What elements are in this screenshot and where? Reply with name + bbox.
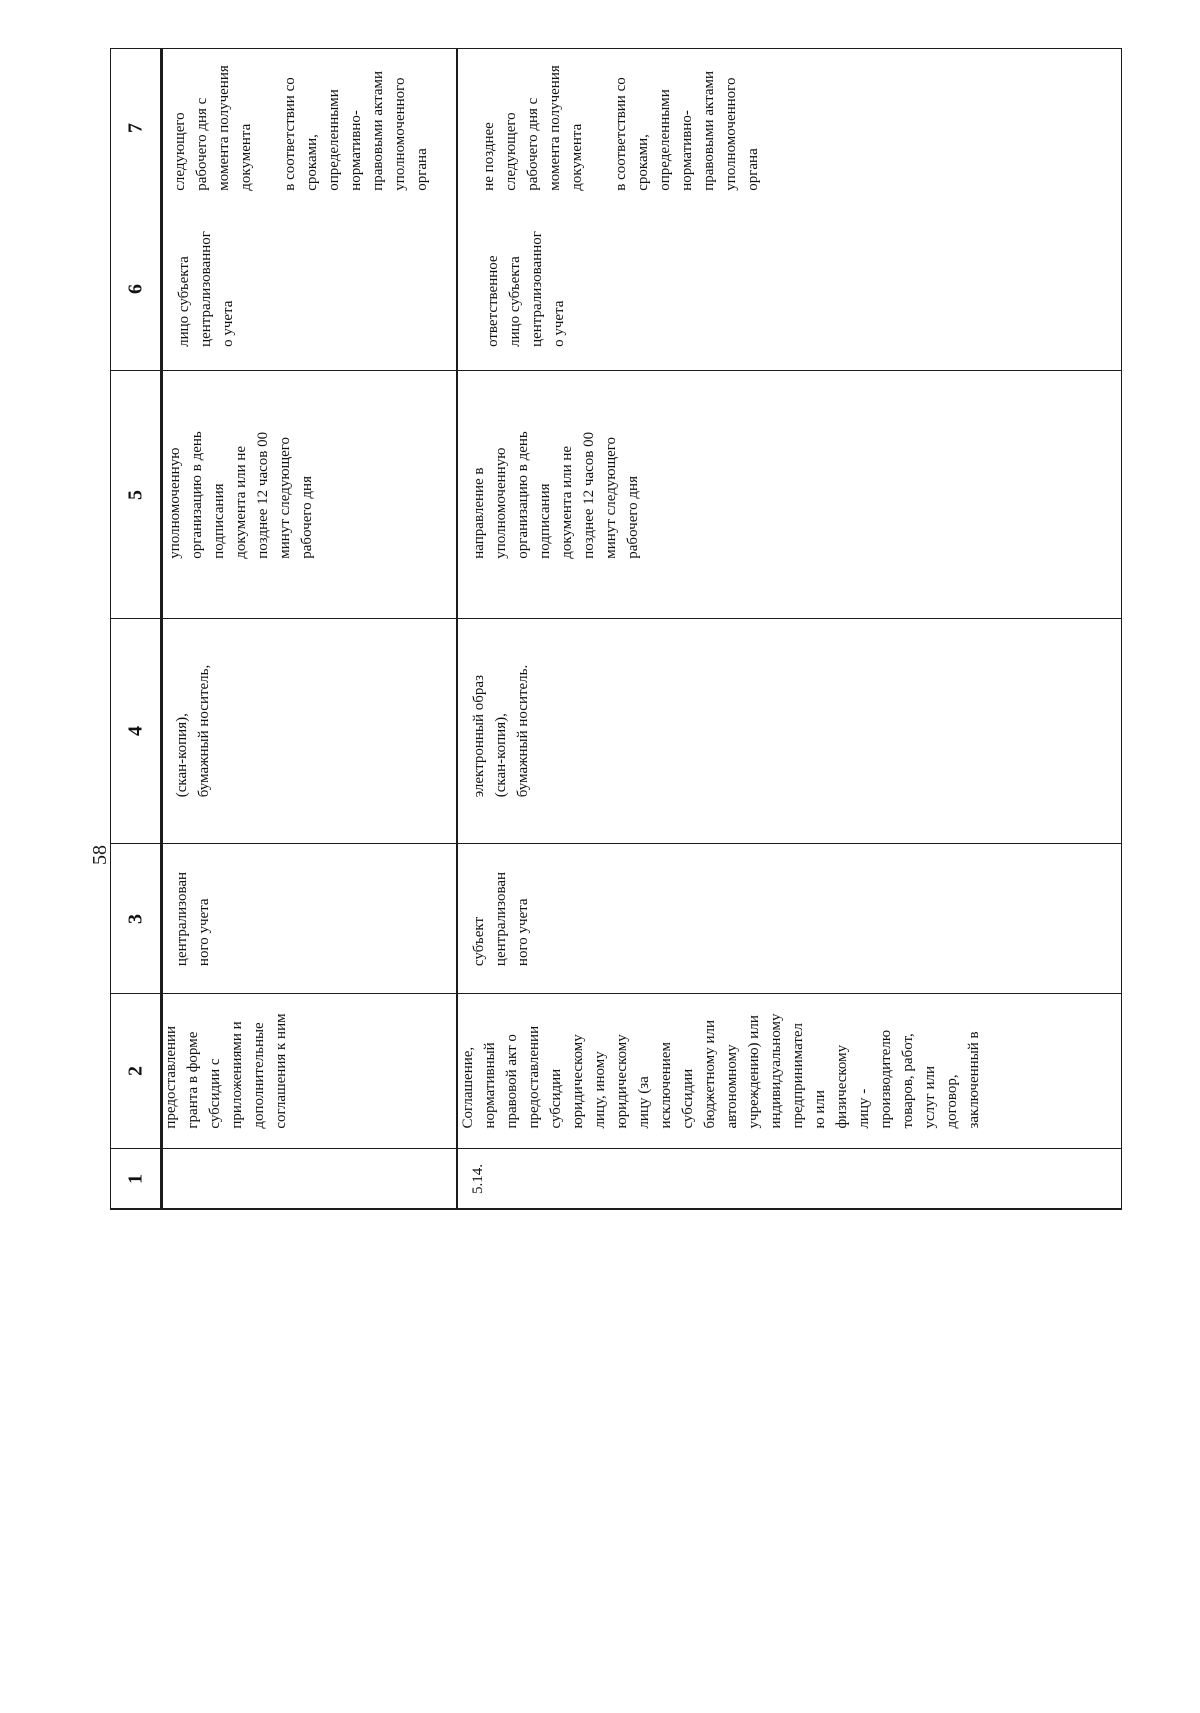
row1-col3-cell: централизован ного учета (161, 844, 456, 994)
row2-col2-cell: Соглашение, нормативный правовой акт о предоставлении субсидии юридическому лицу, иному юридическому лицу (за исключением субсидии бюджетному или автономному учреждению) или индивидуальному предпринимател ю или физическому лицу - производителю товаров, работ, услуг или договор, заключенный в (456, 994, 1121, 1149)
row2-col5-cell: направление в уполномоченную организацию в день подписания документа или не позднее 12 часов 00 минут следующего рабочего дня (456, 371, 1121, 619)
page-number: 58 (89, 845, 111, 865)
column-header-7: 7 (111, 49, 161, 207)
column-header-1: 1 (111, 1149, 161, 1209)
row1-col7-cell: следующего рабочего дня с момента получения документа в соответствии со сроками, определенными нормативно- правовыми актами уполномоченного органа (172, 65, 430, 191)
rotated-table (110, 48, 1122, 1210)
column-header-6: 6 (111, 207, 161, 371)
row-divider (161, 49, 163, 1209)
row1-col2-cell: предоставлении гранта в форме субсидии с приложениями и дополнительные соглашения к ним (161, 994, 456, 1149)
row2-col3-cell: субъект централизован ного учета (456, 844, 1121, 994)
column-header-3: 3 (111, 844, 161, 994)
row2-col4-cell: электронный образ (скан-копия), бумажный носитель. (456, 619, 1121, 844)
row2-col1-cell: 5.14. (456, 1149, 1121, 1209)
column-header-2: 2 (111, 994, 161, 1149)
row2-col6-cell: ответственное лицо субъекта централизованног о учета (456, 207, 1121, 371)
column-header-5: 5 (111, 371, 161, 619)
column-header-4: 4 (111, 619, 161, 844)
row1-col4-cell: (скан-копия), бумажный носитель, (161, 619, 456, 844)
row1-col6-cell: лицо субъекта централизованног о учета (161, 207, 456, 371)
row2-col7-cell: не позднее следующего рабочего дня с момента получения документа в соответствии со сроками, определенными нормативно- правовыми актами уполномоченного органа (481, 65, 761, 191)
row1-col5-cell: уполномоченную организацию в день подписания документа или не позднее 12 часов 00 минут следующего рабочего дня (161, 371, 456, 619)
row1-col1-cell (161, 1149, 456, 1209)
row-divider (456, 49, 458, 1209)
